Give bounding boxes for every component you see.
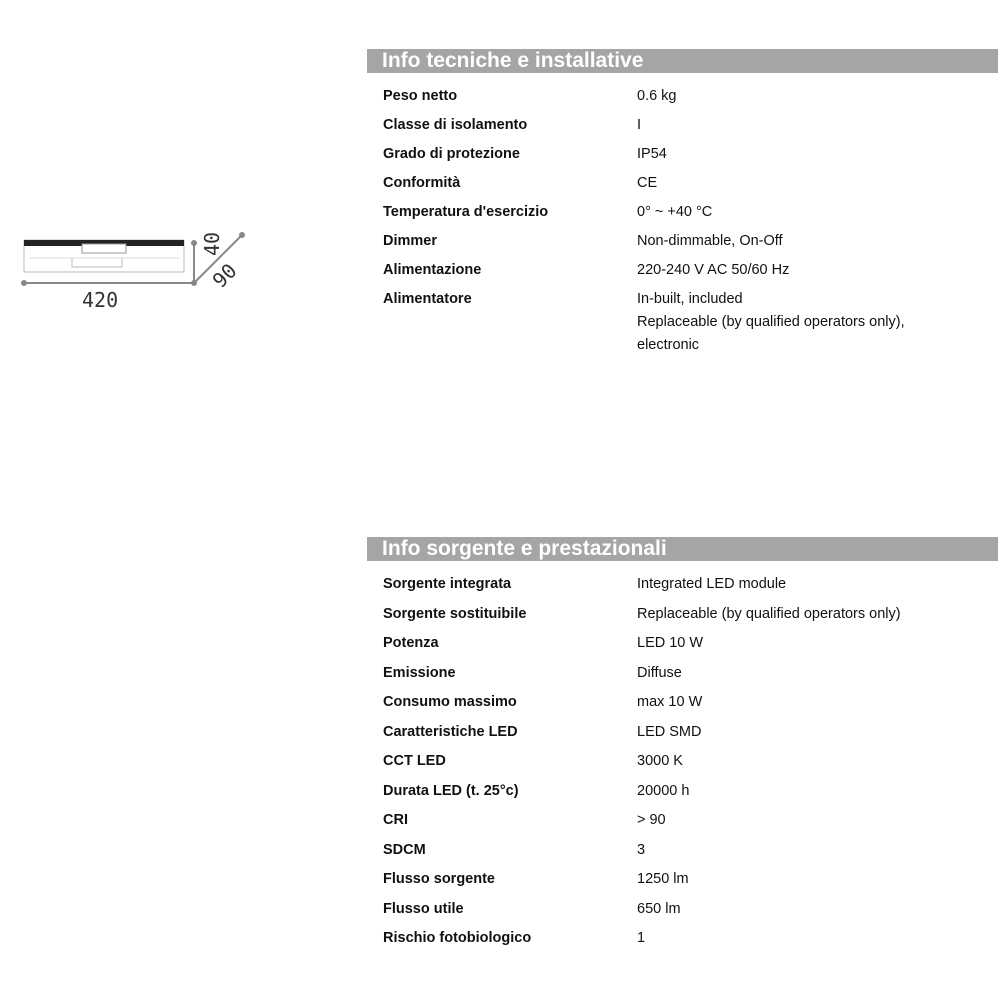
source-row-label: Caratteristiche LED: [383, 723, 518, 740]
source-row: [367, 662, 998, 692]
source-row-value-line: LED SMD: [637, 723, 702, 740]
source-row-value: [637, 721, 998, 744]
source-row-value: [637, 780, 998, 803]
source-row: [367, 780, 998, 810]
product-dimension-drawing: [0, 200, 270, 330]
technical-row-value: [637, 201, 998, 224]
source-row-value: [637, 750, 998, 773]
height-dimension-line: [191, 240, 197, 283]
source-row-value-line: 650 lm: [637, 900, 681, 917]
source-row-value-line: Diffuse: [637, 664, 682, 681]
technical-row-value: [637, 172, 998, 195]
technical-row-value-line: IP54: [637, 146, 667, 162]
technical-row-value-line: 0.6 kg: [637, 88, 677, 104]
source-row-value: [637, 868, 998, 891]
length-dimension-line: [21, 280, 197, 286]
source-row-value-line: LED 10 W: [637, 635, 704, 651]
technical-row: [367, 85, 998, 114]
technical-row: [367, 143, 998, 172]
technical-row-label: Classe di isolamento: [383, 117, 528, 133]
technical-row: [367, 288, 998, 357]
source-row: [367, 927, 998, 957]
source-row-value: [637, 809, 998, 832]
source-row: [367, 573, 998, 603]
source-row-value-line: 1: [637, 930, 646, 946]
source-row-value: [637, 927, 998, 950]
source-row-value: [637, 632, 998, 655]
technical-row: [367, 259, 998, 288]
technical-row: [367, 201, 998, 230]
technical-row: [367, 172, 998, 201]
source-row-value-line: Replaceable (by qualified operators only): [637, 605, 901, 622]
lamp-outline: [24, 240, 184, 272]
technical-rows: [367, 85, 998, 357]
technical-row-value-line: In-built, included: [637, 291, 743, 307]
source-row-label: Flusso sorgente: [383, 871, 495, 887]
source-row-value: [637, 662, 998, 685]
source-row-label: Durata LED (t. 25°c): [383, 782, 519, 799]
source-row-label: Emissione: [383, 664, 456, 681]
technical-row-label: Dimmer: [383, 233, 437, 249]
source-rows: [367, 573, 998, 957]
source-row: [367, 839, 998, 869]
source-row: [367, 632, 998, 662]
source-row-value-line: 3: [637, 841, 646, 858]
source-row-label: Potenza: [383, 635, 439, 651]
length-label: 420: [82, 288, 119, 312]
source-row-value: [637, 691, 998, 714]
technical-row-value-line: Non-dimmable, On-Off: [637, 233, 783, 249]
source-row-value-line: max 10 W: [637, 694, 703, 710]
source-row-label: CCT LED: [383, 753, 446, 769]
technical-row-value: [637, 114, 998, 137]
technical-row-value: [637, 85, 998, 108]
technical-row-value: [637, 143, 998, 166]
technical-row-value: [637, 259, 998, 282]
source-row-label: Rischio fotobiologico: [383, 930, 532, 946]
technical-row-value-line: CE: [637, 175, 658, 191]
technical-row-value-line: 220-240 V AC 50/60 Hz: [637, 262, 790, 278]
source-row-value: [637, 573, 998, 596]
height-label: 40: [200, 231, 224, 256]
source-row: [367, 691, 998, 721]
source-row: [367, 868, 998, 898]
source-row-value-line: 20000 h: [637, 782, 690, 799]
technical-row: [367, 114, 998, 143]
source-row-label: CRI: [383, 812, 408, 828]
technical-row-value: [637, 230, 998, 253]
technical-row-label: Alimentazione: [383, 262, 482, 278]
source-row-value-line: > 90: [637, 812, 666, 828]
depth-label: 90: [207, 258, 242, 293]
technical-section-header: Info tecniche e installative: [367, 49, 998, 73]
source-row: [367, 898, 998, 928]
source-row-label: Flusso utile: [383, 900, 464, 917]
technical-row-label: Peso netto: [383, 88, 458, 104]
source-row: [367, 603, 998, 633]
technical-row-value: [637, 288, 998, 357]
source-info-section: [367, 537, 998, 957]
source-row-value: [637, 603, 998, 626]
source-row-label: Sorgente integrata: [383, 576, 512, 592]
technical-row-value-line: I: [637, 117, 642, 133]
source-section-header: Info sorgente e prestazionali: [367, 537, 998, 561]
technical-row-label: Conformità: [383, 175, 461, 191]
source-row: [367, 750, 998, 780]
source-row: [367, 721, 998, 751]
technical-row-value-line: 0° ~ +40 °C: [637, 204, 713, 220]
source-row-value: [637, 839, 998, 862]
source-row-value-line: Integrated LED module: [637, 576, 787, 592]
source-row-value: [637, 898, 998, 921]
technical-row-label: Temperatura d'esercizio: [383, 204, 549, 220]
technical-row-label: Grado di protezione: [383, 146, 520, 162]
technical-info-section: [367, 49, 998, 357]
source-row-label: Consumo massimo: [383, 694, 517, 710]
technical-row-label: Alimentatore: [383, 291, 472, 307]
source-row-value-line: 1250 lm: [637, 871, 689, 887]
source-row-label: SDCM: [383, 841, 426, 858]
source-row-label: Sorgente sostituibile: [383, 605, 527, 622]
technical-row: [367, 230, 998, 259]
source-row: [367, 809, 998, 839]
technical-row-value-line: electronic: [637, 337, 700, 353]
source-row-value-line: 3000 K: [637, 753, 683, 769]
technical-row-value-line: Replaceable (by qualified operators only),: [637, 314, 905, 330]
